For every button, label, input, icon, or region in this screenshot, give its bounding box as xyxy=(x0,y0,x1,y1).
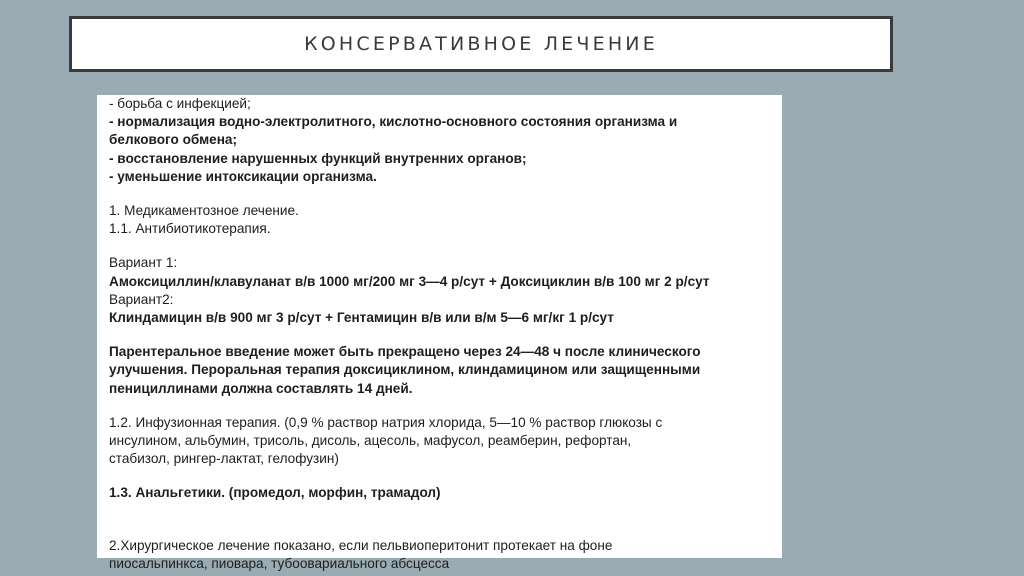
surgery-line: 2.Хирургическое лечение показано, если пельвиоперитонит протекает на фоне xyxy=(109,537,613,553)
slide-title: КОНСЕРВАТИВНОЕ ЛЕЧЕНИЕ xyxy=(304,33,658,55)
analgesics-line: 1.3. Анальгетики. (промедол, морфин, трамадол) xyxy=(109,485,441,501)
goal-line: - уменьшение интоксикации организма. xyxy=(109,168,377,184)
infusion-line: стабизол, рингер-лактат, гелофузин) xyxy=(109,451,339,467)
goal-line: - борьба с инфекцией; xyxy=(109,96,251,111)
variant-line: Вариант2: xyxy=(109,291,174,307)
surgery-line: пиосальпинкса, пиовара, тубоовариального абсцесса xyxy=(109,555,450,571)
goal-line: - нормализация водно-электролитного, кислотно-основного состояния организма и xyxy=(109,114,678,130)
variant-line: Клиндамицин в/в 900 мг 3 р/сут + Гентамицин в/в или в/м 5—6 мг/кг 1 р/сут xyxy=(109,310,614,326)
variant-line: Амоксициллин/клавуланат в/в 1000 мг/200 мг 3—4 р/сут + Доксициклин в/в 100 мг 2 р/сут xyxy=(109,273,710,289)
parenteral-line: Парентеральное введение может быть прекращено через 24—48 ч после клинического xyxy=(109,344,701,360)
section-heading: 1. Медикаментозное лечение. xyxy=(109,203,299,219)
infusion-line: 1.2. Инфузионная терапия. (0,9 % раствор натрия хлорида, 5—10 % раствор глюкозы с xyxy=(109,414,663,430)
parenteral-line: пенициллинами должна составлять 14 дней. xyxy=(109,380,413,396)
content-panel xyxy=(97,95,782,571)
goal-line: белкового обмена; xyxy=(109,132,237,148)
variant-line: Вариант 1: xyxy=(109,255,178,271)
infusion-line: инсулином, альбумин, трисоль, дисоль, ацесоль, мафусол, реамберин, рефортан, xyxy=(109,433,632,449)
slide-title-box xyxy=(69,16,893,72)
section-heading: 1.1. Антибиотикотерапия. xyxy=(109,221,271,237)
goal-line: - восстановление нарушенных функций внутренних органов; xyxy=(109,150,527,166)
parenteral-line: улучшения. Пероральная терапия доксициклином, клиндамицином или защищенными xyxy=(109,362,701,378)
